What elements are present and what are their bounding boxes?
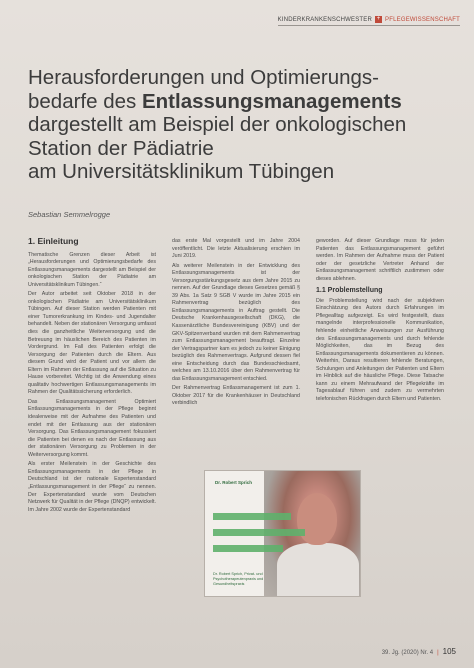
running-header — [278, 16, 460, 26]
footer-separator: | — [437, 650, 439, 656]
paragraph: Der Autor arbeitet seit Oktober 2018 in der onkologischen Pädiatrie am Universitätsklinikum Tübingen. Auf dieser Station werden Patienten mit einer Tumorerkrankung im Kindes- und Jugendalter behandelt. Neben der stationären Versorgung umfasst dies die ganzheitliche Weiterversorgung und die Betreuung im häuslichen Bereich des Patienten im Vordergrund. Im Fall des Patienten erfolgt die Versorgung der Patienten durch die Eltern. Aus diesem Grund wird der Patient und vor allem die Eltern im Rahmen der Entlassung auf die Situation zu Hause vorbereitet. Wichtig ist die Anwendung eines qualitativ hochwertigen Entlassungsmanagements im Rahmen der Qualitätssicherung erforderlich. — [28, 291, 156, 396]
paragraph: das erste Mal vorgestellt und im Jahre 2004 veröffentlicht. Die letzte Aktualisierung erschien im Juni 2019. — [172, 238, 300, 260]
page-footer — [382, 647, 456, 656]
title-line-3: dargestellt am Beispiel der onkologischen — [28, 113, 407, 136]
title-line-2b: Entlassungsmanagements — [141, 89, 402, 113]
ad-caption: Dr. Robert Sprich, Privat- und Psychotherapeutenpraxis und Gesundheitspraxis — [213, 572, 264, 586]
portrait-head — [297, 493, 337, 545]
section-heading: 1. Einleitung — [28, 236, 79, 246]
title-line-2a: bedarfe des — [28, 89, 142, 113]
advertisement — [204, 470, 361, 597]
text-column-2 — [172, 238, 300, 410]
title-line-5: am Universitätsklinikum Tübingen — [28, 160, 335, 183]
page-number: 105 — [442, 647, 456, 656]
plus-icon: + — [376, 16, 381, 22]
paragraph: Als erster Meilenstein in der Geschichte des Entlassungsmanagements in der Pflege in Deutschland ist der nationale Expertenstandard „Entlassungsmanagement in der Pflege“ zu nennen. Der Expertenstandard wurde vom Deutschen Netzwerk für Qualität in der Pflege (DNQP) entwickelt. Im Jahre 2002 wurde der Expertenstandard — [28, 461, 156, 513]
paragraph: Der Rahmenvertrag Entlassmanagement ist zum 1. Oktober 2017 für die Krankenhäuser in Deutschland verbindlich — [172, 385, 300, 407]
title-line-4: Station der Pädiatrie — [28, 136, 214, 160]
header-section: KINDERKRANKENSCHWESTER — [277, 16, 373, 23]
paragraph: geworden. Auf dieser Grundlage muss für jeden Patienten das Entlassungsmanagement geführt werden. Im Rahmen der Aufnahme muss der Patient oder der gesetzliche Vertreter Anhand der Entlassungsmanagement schriftlich zustimmen oder dieses ablehnen. — [316, 238, 444, 282]
author-name: Sebastian Semmelrogge — [28, 210, 111, 219]
paragraph: Das Entlassungsmanagement Optimiert Entlassungsmanagements in der Pflege beginnt idealerweise mit der Aufnahme des Patienten und endet mit der Entlassung aus der stationären Versorgung. Das Entlassungsmanagement fokussiert die Patienten bei denen es nach der Entlassung aus der stationären Versorgung zu Problemen in der Weiterversorgung kommt. — [28, 398, 156, 458]
issue-info: 39. Jg. (2020) Nr. 4 — [381, 650, 434, 656]
paragraph: Die Problemstellung wird nach der subjektiven Einschätzung des Autors durch Erfahrungen im Pflegealltag aufgezeigt. Es wird festgestellt, dass mangelnde interprofessionelle Kommunikation, fehlende einheitliche Anweisungen zur Ausführung des Entlassungsmanagements und durch fehlende Möglichkeiten, das im Bezug des Entlassungsmanagements dokumentieren zu können. Weiterhin, Daraus resultieren fehlende Beratungen, Schulungen und Anleitungen der Patienten und Eltern im Hinblick auf die häusliche Pflege. Diese Tatsache kann zu einem Mehraufwand der Pflegekräfte im Tagesablauf führen und zudem zu vermehrten telefonischen Rückfragen durch Eltern und Patienten. — [316, 297, 444, 402]
ad-stripe — [213, 545, 283, 552]
header-category: PFLEGEWISSENSCHAFT — [385, 16, 460, 23]
ad-name: Dr. Robert Sprich — [215, 480, 253, 485]
text-column-1 — [28, 238, 156, 516]
text-column-3 — [316, 238, 444, 405]
paragraph: Als weiterer Meilenstein in der Entwicklung des Entlassungsmanagements ist der Versorgungsstärkungsgesetz aus dem Jahre 2015 zu nennen. Auf der Grundlage dieses Gesetzes gemäß § 39 Abs. 1a Satz 9 SGB V wurde im Jahre 2015 ein Rahmenvertrag bezüglich des Entlassungsmanagements in Auftrag gestellt. Die Deutsche Krankenhausgesellschaft (DKG), die Kassenärztliche Bundesvereinigung (KBV) und der GKV-Spitzenverband wurden mit dem Rahmenvertrag zum Entlassungsmanagement beauftragt. Einzelne der Vertragspartner kam es jedoch zu keiner Einigung bezüglich des Rahmenvertrags. Aufgrund dessen fiel eine Entscheidung durch das Bundesschiedsamt, welches am 13.10.2016 über den Rahmenvertrag für das Entlassungsmanagement entschied. — [172, 262, 300, 382]
paragraph: Thematische Grenzen dieser Arbeit ist „Herausforderungen und Optimierungsbedarfe des Entlassungsmanagements dargestellt am Beispiel der onkologischen Station der Pädiatrie am Universitätsklinikum Tübingen.“ — [28, 251, 156, 288]
article-title — [28, 66, 448, 184]
portrait-shirt — [277, 543, 359, 597]
title-line-1: Herausforderungen und Optimierungs- — [28, 66, 379, 89]
subsection-heading: 1.1 Problemstellung — [316, 287, 383, 295]
ad-stripe — [213, 529, 305, 536]
ad-stripe — [213, 513, 291, 520]
